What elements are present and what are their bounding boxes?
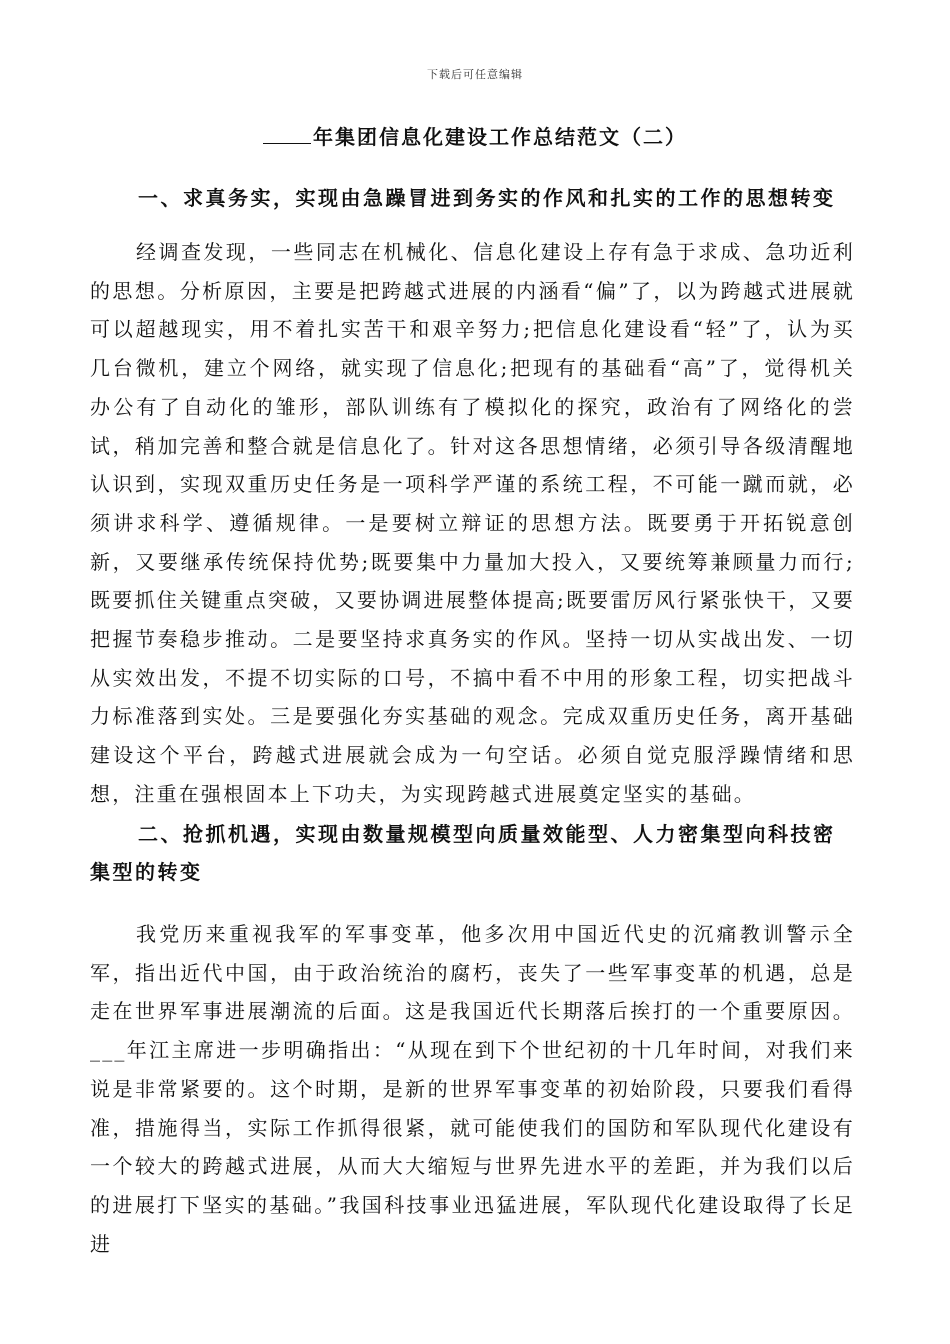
document-title xyxy=(0,123,950,151)
section-paragraph-1: 经调查发现，一些同志在机械化、信息化建设上存有急于求成、急功近利的思想。分析原因，主要是把跨越式进展的内涵看“偏”了，以为跨越式进展就可以超越现实，用不着扎实苦干和艰辛努力;把信息化建设看“轻”了，认为买几台微机，建立个网络，就实现了信息化;把现有的基础看“高”了，觉得机关办公有了自动化的雏形，部队训练有了模拟化的探究，政治有了网络化的尝试，稍加完善和整合就是信息化了。针对这各思想情绪，必须引导各级清醒地认识到，实现双重历史任务是一项科学严谨的系统工程，不可能一蹴而就，必须讲求科学、遵循规律。一是要树立辩证的思想方法。既要勇于开拓锐意创新，又要继承传统保持优势;既要集中力量加大投入，又要统筹兼顾量力而行;既要抓住关键重点突破，又要协调进展整体提高;既要雷厉风行紧张快干，又要把握节奏稳步推动。二是要坚持求真务实的作风。坚持一切从实战出发、一切从实效出发，不提不切实际的口号，不搞中看不中用的形象工程，切实把战斗力标准落到实处。三是要强化夯实基础的观念。完成双重历史任务，离开基础建设这个平台，跨越式进展就会成为一句空话。必须自觉克服浮躁情绪和思想，注重在强根固本上下功夫，为实现跨越式进展奠定坚实的基础。 xyxy=(90,240,855,806)
title-blank-line xyxy=(263,123,311,144)
section-paragraph-2: 我党历来重视我军的军事变革，他多次用中国近代史的沉痛教训警示全军，指出近代中国，由于政治统治的腐朽，丧失了一些军事变革的机遇，总是走在世界军事进展潮流的后面。这是我国近代长期落后挨打的一个重要原因。___年江主席进一步明确指出：“从现在到下个世纪初的十几年时间，对我们来说是非常紧要的。这个时期，是新的世界军事变革的初始阶段，只要我们看得准，措施得当，实际工作抓得很紧，就可能使我们的国防和军队现代化建设有一个较大的跨越式进展，从而大大缩短与世界先进水平的差距，并为我们以后的进展打下坚实的基础。”我国科技事业迅猛进展，军队现代化建设取得了长足进 xyxy=(90,922,855,1256)
document-title-text: 年集团信息化建设工作总结范文（二） xyxy=(313,125,687,149)
section-heading-2: 二、抢抓机遇，实现由数量规模型向质量效能型、人力密集型向科技密集型的转变 xyxy=(90,822,836,884)
section-heading-1: 一、求真务实，实现由急躁冒进到务实的作风和扎实的工作的思想转变 xyxy=(138,186,836,210)
header-note: 下载后可任意编辑 xyxy=(427,68,523,81)
